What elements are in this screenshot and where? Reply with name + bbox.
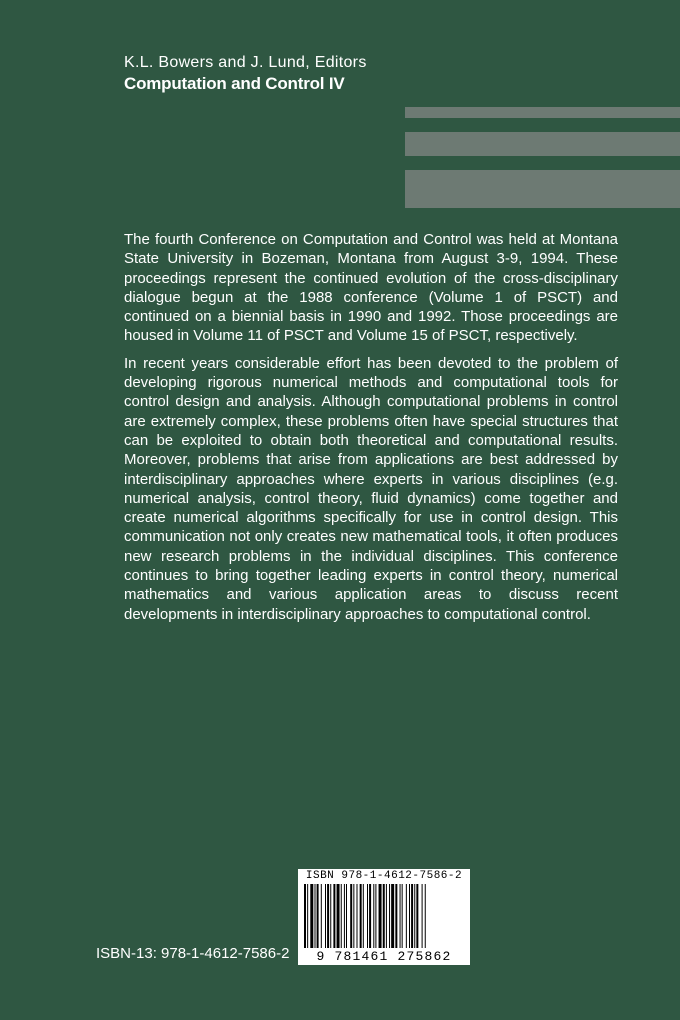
barcode — [298, 869, 470, 965]
barcode-bar — [375, 884, 376, 948]
book-title: Computation and Control IV — [124, 74, 345, 93]
barcode-bar — [422, 884, 423, 948]
barcode-bar — [346, 884, 347, 948]
barcode-bars — [304, 884, 464, 950]
barcode-bar — [344, 884, 345, 948]
description — [124, 230, 618, 632]
barcode-isbn-text: ISBN 978-1-4612-7586-2 — [305, 870, 463, 882]
barcode-bar — [400, 884, 401, 948]
paragraph: In recent years considerable effort has been devoted to the problem of developing rigorous numerical methods and computational tools for control design and analysis. Although computational problems in control are extremely complex, these problems often have special structures that can be exploited to obtain both theoretical and computational results. Moreover, problems that arise from applications are best addressed by interdisciplinary approaches where experts in various disciplines (e.g. numerical analysis, control theory, fluid dynamics) come together and create numerical algorithms specifically for use in control design. This communication not only creates new mathematical tools, it often produces new research problems in the individual disciplines. This conference continues to bring together leading experts in control theory, numerical mathematics and various application areas to discuss recent developments in interdisciplinary approaches to computational control. — [124, 354, 618, 623]
header — [124, 53, 367, 94]
editors-line: K.L. Bowers and J. Lund, Editors — [124, 54, 367, 71]
barcode-bar — [416, 884, 418, 948]
barcode-bar — [395, 884, 397, 948]
barcode-bar — [409, 884, 410, 948]
decorative-bar — [405, 132, 680, 156]
barcode-digits: 9 781461 275862 — [316, 949, 452, 964]
barcode-bar — [406, 884, 407, 948]
barcode-bar — [333, 884, 335, 948]
paragraph: The fourth Conference on Computation and Control was held at Montana State University in Bozeman, Montana from August 3-9, 1994. These proceedings represent the continued evolution of the cross-disciplinary dialogue begun at the 1988 conference (Volume 1 of PSCT) and continued on a biennial basis in 1990 and 1992. Those proceedings are housed in Volume 11 of PSCT and Volume 15 of PSCT, respectively. — [124, 231, 618, 345]
barcode-bar — [321, 884, 322, 948]
isbn-label: ISBN-13: 978-1-4612-7586-2 — [96, 945, 290, 962]
barcode-bar — [330, 884, 331, 948]
barcode-bar — [367, 884, 368, 948]
barcode-bar — [310, 884, 313, 948]
barcode-bar — [341, 884, 342, 948]
barcode-bar — [337, 884, 340, 948]
barcode-bar — [379, 884, 382, 948]
barcode-bar — [357, 884, 358, 948]
decorative-bar — [405, 107, 680, 118]
barcode-bar — [350, 884, 352, 948]
barcode-bar — [391, 884, 394, 948]
barcode-bar — [386, 884, 387, 948]
barcode-bar — [369, 884, 371, 948]
barcode-bar — [353, 884, 354, 948]
barcode-bar — [425, 884, 426, 948]
barcode-bar — [317, 884, 319, 948]
barcode-bar — [304, 884, 306, 948]
barcode-bar — [411, 884, 413, 948]
barcode-bar — [325, 884, 326, 948]
barcode-bar — [307, 884, 308, 948]
barcode-bar — [363, 884, 364, 948]
barcode-bar — [327, 884, 329, 948]
barcode-bar — [389, 884, 390, 948]
barcode-bar — [315, 884, 316, 948]
barcode-bar — [373, 884, 374, 948]
barcode-bar — [360, 884, 362, 948]
barcode-bar — [414, 884, 415, 948]
decorative-bar — [405, 170, 680, 208]
barcode-bar — [383, 884, 385, 948]
barcode-bar — [402, 884, 403, 948]
